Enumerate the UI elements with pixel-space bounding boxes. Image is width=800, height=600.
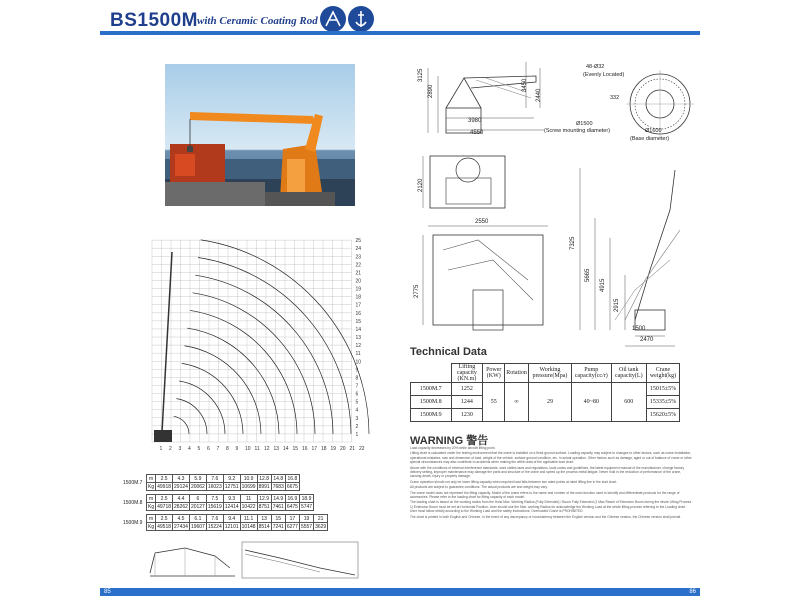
load-cell: 12414 [224,503,239,510]
radius-cell: 17 [285,515,299,523]
screw-diameter: Ø1500 [576,121,593,127]
y-tick-label: 25 [355,238,362,245]
x-tick-label: 13 [273,446,280,452]
load-cell: 10148 [241,523,256,530]
radius-cell: 6 [189,495,206,503]
load-row-model: 1500M.9 [123,519,143,526]
mini-crane-diagram [145,538,240,578]
x-tick-label: 10 [245,446,251,452]
dim-2550: 2550 [475,219,489,225]
reach-arc [176,399,207,434]
dim-2775: 2775 [414,284,420,298]
x-tick-label: 21 [349,446,356,452]
y-tick-label: 12 [355,343,362,350]
radius-cell: 21 [314,515,328,523]
radius-cell: 13 [257,515,271,523]
y-tick-label: 7 [355,383,359,390]
chart-x-ticks [160,446,365,452]
model-title: BS1500M [110,10,198,31]
y-tick-label: 5 [355,399,359,406]
x-tick-label: 15 [292,446,299,452]
warning-title: WARNING 警告 [410,435,489,447]
warning-para: All products are subject to guarantee conditions. The actual products are and weight may vary. [410,485,548,490]
screw-diameter-note: (Screw mounting diameter) [544,128,611,134]
y-tick-label: 18 [355,294,362,301]
y-tick-label: 3 [355,415,359,422]
th-power: Power (KW) [483,364,505,383]
radius-cell: 16.8 [285,475,299,483]
radius-cell: 2.5 [156,495,173,503]
anchor-logo-icon [348,6,374,32]
warning-para: Load capacity decreases by 20% while aircraft lifting point. [410,446,496,450]
tech-oil: 600 [611,383,646,422]
x-tick-label: 14 [283,446,289,452]
y-tick-label: 14 [355,326,362,333]
y-tick-label: 1 [355,431,359,438]
tech-model: 1500M.7 [411,383,452,396]
warning-para: The chart is printed in both English and Chinese. In the event of any discrepancy or inconsistency between the English version and the Chinese version, the Chinese version shall prevail. [410,514,682,519]
radius-cell: 14.9 [271,495,285,503]
radius-cell: 18.9 [299,495,313,503]
th-pump: Pump capacity(cc/r) [572,364,612,383]
load-cell: 6475 [286,503,298,510]
load-cell: 49518 [157,523,172,530]
load-cell: 8514 [258,523,270,530]
x-tick-label: 18 [321,446,327,452]
dim-2915: 2915 [614,298,620,312]
unit-m: m [147,515,156,523]
technical-data-table [410,363,680,422]
load-chart [132,222,372,462]
x-tick-label: 11 [254,446,260,452]
radius-cell: 9.2 [223,475,240,483]
y-tick-label: 9 [355,367,359,374]
reach-arc [185,346,262,434]
mini-curve-diagram [240,540,360,580]
load-cell: 19607 [190,523,205,530]
load-cell: 20062 [190,483,205,490]
base-diameter-note: (Base diameter) [630,136,670,142]
th-weight: Crane weight(kg) [647,364,680,383]
page-number-left: 85 [104,589,111,595]
tech-weight: 15620±5% [647,409,680,422]
y-tick-label: 22 [355,262,362,269]
warning-para: The crane model does not represent the lifting capacity. Model of the crane refers to the name and number of the main function used to identify and differentiate products for the range of accessories. Please refer to the loading chart for lifting capacity of each model. [410,490,680,500]
unit-kg: Kg [148,523,155,530]
dim-5665: 5665 [585,268,591,282]
warning-para: The loading chart is based on the working radius from the Hoist Max. Working Radius (Fully Extended) / Boom Fully Extended (1 Max Reach of Extension Boom during the whole Lifting Process 1) Extension Boom must be set at Horizontal Position. User should use the Max. working Radius for acknowledge the Working Load at the whole lifting process referring to the Loading chart. User must follow strictly according to the Working Load and the safety instructions. Overloaded Crane is PROHIBITED. [410,500,692,514]
x-tick-label: 19 [330,446,337,452]
radius-cell: 14.8 [271,475,285,483]
tech-model: 1500M.9 [411,409,452,422]
load-cell: 8751 [258,503,270,510]
dim-3980: 3980 [468,118,482,124]
y-tick-label: 24 [355,246,362,253]
tech-power: 55 [483,383,505,422]
radius-cell: 4.4 [173,495,190,503]
header-rule [100,31,700,35]
page-number-right: 86 [689,589,696,595]
radius-cell: 4.5 [173,515,190,523]
crane-photo [165,64,355,206]
technical-data-title: Technical Data [410,346,487,358]
load-cell: 7241 [272,523,284,530]
load-cell: 6277 [286,523,298,530]
reach-arc [193,293,315,434]
dim-1500: 1500 [632,326,646,332]
model-subtitle: with Ceramic Coating Rod [197,15,318,27]
dim-3125: 3125 [418,68,424,82]
radius-cell: 12.9 [257,495,271,503]
dim-4550: 4550 [470,130,484,136]
x-tick-label: 8 [226,446,229,452]
dim-2120: 2120 [418,178,424,192]
y-tick-label: 16 [355,310,362,317]
load-cell: 7683 [272,483,284,490]
x-tick-label: 1 [159,446,163,452]
load-cell: 12101 [224,523,239,530]
radius-cell: 9.3 [223,495,240,503]
warning-para: Crane operation should not only be lower lifting capacity when required load falls between two rated points at rated lifting line in the load chart. [410,479,618,484]
radius-cell: 9.4 [223,515,240,523]
radius-cell: 6.1 [189,515,206,523]
load-row-model: 1500M.8 [123,499,143,506]
x-tick-label: 4 [188,446,191,452]
dim-2890: 2890 [428,84,434,98]
plan-view-drawing [418,148,518,216]
unit-kg: Kg [148,503,155,510]
page-footer [100,588,700,596]
y-tick-label: 17 [355,302,362,309]
tech-weight: 15015±5% [647,383,680,396]
load-row-model: 1500M.7 [123,479,143,486]
unit-kg: Kg [148,483,155,490]
y-tick-label: 4 [355,407,359,414]
th-rotation: Rotation [505,364,529,383]
radius-cell: 5.9 [189,475,206,483]
warning-para: Lifting chart is calculated under the testing environment that the crane is installed on a fixed-ground surface. Loading capacity may subject to changes to other factors, such as crane installation, operational mistakes, size and dimension of load, weight of the vehicle, surface ground condition, etc. In actual operation. Other factors such as damage, aged or out of balance of crane or other special circumstances may also contribute to accidents when making the within data of the applicable load chart. [410,451,692,465]
y-tick-label: 11 [355,351,361,358]
side-elevation-drawing [416,58,551,143]
x-tick-label: 2 [169,446,172,452]
dim-4915: 4915 [600,278,606,292]
y-tick-label: 21 [355,270,362,277]
x-tick-label: 3 [178,446,182,452]
x-tick-label: 16 [302,446,308,452]
radius-cell: 7.5 [206,495,223,503]
reach-arc [174,416,189,434]
reach-arc [198,258,351,434]
load-cell: 15619 [207,503,222,510]
load-cell: 6675 [286,483,298,490]
warning-body [410,446,692,586]
warning-para: Above with the conditions of external interference standards, work cables laws and regulations, local codes and guidelines, the latest equipment manual of the manufacturer, change factory delivery setting, improper maintenance may damage the parts and structure of the crane and speed up the process metal fatigue. Never hold in the reduction of performance of the crane, causing death, injury or property damage. [410,465,685,479]
load-cell: 49718 [157,503,172,510]
dim-2440: 2440 [536,88,542,102]
radius-cell: 2.5 [156,515,173,523]
unit-m: m [147,475,156,483]
y-tick-label: 23 [355,254,362,261]
load-cell: 29124 [174,483,188,490]
radius-cell: 19 [299,515,313,523]
front-elevation-drawing [418,220,553,345]
load-cell: 28262 [174,503,188,510]
base-diameter: Ø1600 [645,128,662,134]
radius-cell: 10.9 [240,475,257,483]
x-tick-label: 6 [207,446,210,452]
chart-grid [152,240,352,442]
y-tick-label: 6 [355,391,359,398]
load-cell: 8991 [258,483,270,490]
radius-cell: 11 [240,495,257,503]
th-pressure: Working pressure(Mpa) [528,364,571,383]
radius-cell: 11.1 [240,515,257,523]
x-tick-label: 12 [264,446,270,452]
tech-capacity: 1230 [451,409,483,422]
dim-3450: 3450 [522,78,528,92]
load-cell: 10699 [241,483,256,490]
th-lifting: Lifting capacity (KN.m) [451,364,483,383]
load-cell: 10422 [241,503,256,510]
load-cell: 16023 [207,483,222,490]
dim-2470: 2470 [640,337,654,343]
y-tick-label: 2 [355,423,359,430]
load-cell: 49918 [157,483,172,490]
x-tick-label: 20 [340,446,346,452]
radius-cell: 4.3 [173,475,190,483]
load-cell: 5557 [300,523,313,530]
unit-m: m [147,495,156,503]
base-inner-dim: 332 [610,95,620,101]
tech-capacity: 1244 [451,396,483,409]
radius-cell: 15 [271,515,285,523]
load-cell: 3629 [315,523,327,530]
x-tick-label: 9 [235,446,239,452]
load-cell: 27434 [174,523,188,530]
load-cell: 15224 [207,523,222,530]
reach-arc [182,363,243,434]
y-tick-label: 10 [355,359,362,366]
tech-pressure: 29 [528,383,571,422]
load-cell: 12751 [224,483,239,490]
tech-capacity: 1252 [451,383,483,396]
load-cell: 20127 [190,503,205,510]
dim-7325: 7325 [570,236,576,250]
tech-weight: 15335±5% [647,396,680,409]
y-tick-label: 13 [355,335,362,342]
radius-cell: 7.6 [206,515,223,523]
base-holes-label: 48-Ø32 [586,64,605,70]
chart-y-ticks [356,238,362,438]
x-tick-label: 7 [216,446,220,452]
y-tick-label: 19 [355,286,362,293]
radius-cell: 2.5 [156,475,173,483]
y-tick-label: 15 [355,318,362,325]
load-cell: 7461 [272,503,284,510]
load-table [122,474,367,535]
reach-arc [187,328,279,434]
load-cell: 5747 [300,503,313,510]
base-holes-note: (Evenly Located) [583,72,625,78]
x-tick-label: 17 [311,446,318,452]
radius-cell: 7.6 [206,475,223,483]
crane-logo-icon [320,6,346,32]
x-tick-label: 5 [197,446,201,452]
reach-drawing [555,150,695,350]
radius-cell: 16.9 [285,495,299,503]
y-tick-label: 8 [355,375,359,382]
th-oil: Oil tank capacity(L) [611,364,646,383]
tech-pump: 40~80 [572,383,612,422]
y-tick-label: 20 [355,278,362,285]
radius-cell: 12.8 [257,475,271,483]
tech-rotation: ∞ [505,383,529,422]
tech-model: 1500M.8 [411,396,452,409]
reach-arc [195,275,333,434]
x-tick-label: 22 [359,446,365,452]
